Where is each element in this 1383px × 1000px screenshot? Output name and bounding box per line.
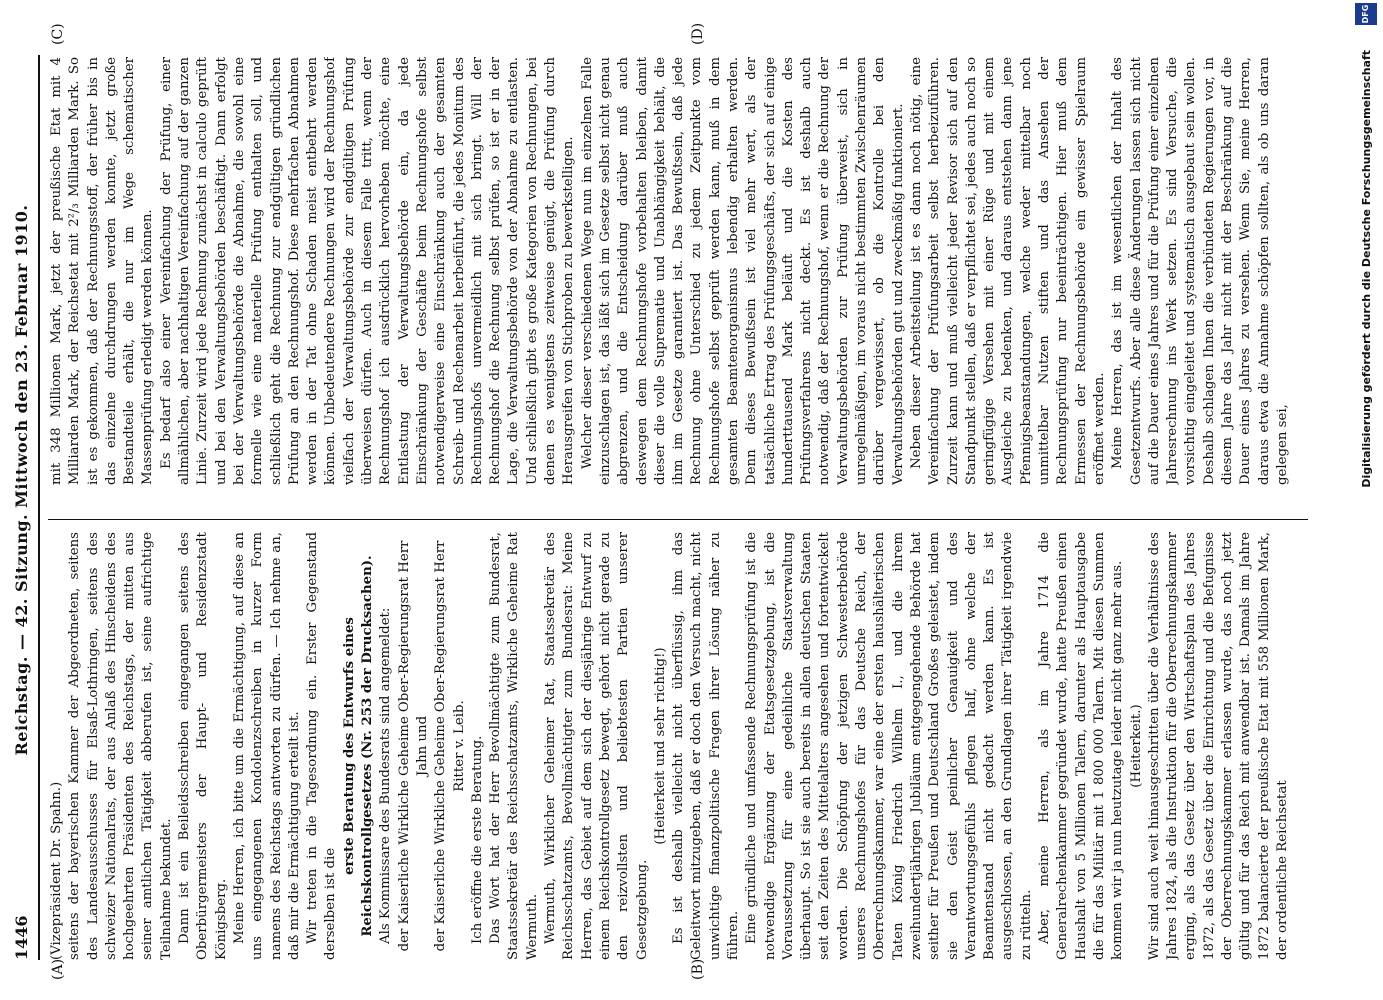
stage-note: (Heiterkeit und sehr richtig!)	[652, 647, 668, 845]
commissioner-entry: der Kaiserliche Wirkliche Geheime Ober-Regierungsrat Herr Ritter v. Leib.	[433, 540, 467, 952]
page-header	[8, 55, 36, 960]
speaker-note: (Vizepräsident Dr. Spahn.)	[49, 781, 64, 960]
paragraph: Das Wort hat der Herr Bevollmächtigte zum Bundesrat, Staatssekretär des Reichsschatzamts, Wirkliche Geheime Rat Wermuth.	[488, 532, 540, 960]
paragraph: Als Kommissare des Bundesrats sind angemeldet:	[378, 607, 394, 944]
paragraph: mit 348 Millionen Mark, jetzt der preußische Etat mit 4 Milliarden Mark, der Reichsetat mit 2²/₃ Milliarden Mark. So ist es gekommen, daß der Rechnungsstoff, der früher bis in das einzelne durchdrungen werden konnte, jetzt große Bestandteile erhält, die nur im Wege schematischer Massenprüfung erledigt werden können.	[49, 57, 156, 485]
paragraph: Meine Herren, ich bitte um die Ermächtigung, auf diese an uns eingegangenen Kondolenzschreiben in kurzer Form namens des Reichstags antworten zu dürfen. — Ich nehme an, daß mir die Ermächtigung erteilt ist.	[231, 532, 302, 960]
paragraph: Welcher dieser verschiedenen Wege nun im einzelnen Falle einzuschlagen ist, das läßt sich im Gesetze selbst nicht genau abgrenzen, und die Entscheidung darüber muß auch deswegen dem Rechnungshofe vorbehalten bleiben, damit dieser die volle Suprematie und Unabhängigkeit behält, die ihm im Gesetze garantiert ist. Das Bewußtsein, daß jede Rechnung ohne Unterschied zu jedem Zeitpunkte vom Rechnungshofe selbst geprüft werden kann, muß in dem gesamten Beamtenorganismus lebendig erhalten werden. Denn dieses Bewußtsein ist viel mehr wert, als der tatsächliche Ertrag des Prüfungsgeschäfts, der sich auf einige hunderttausend Mark beläuft und die Kosten des Prüfungsverfahrens nicht deckt. Es ist deshalb auch notwendig, daß der Rechnungshof, wenn er die Rechnung der Verwaltungsbehörden zur Prüfung überweist, sich in unregelmäßigen, im voraus nicht bestimmten Zwischenräumen darüber vergewissert, ob die Kontrolle bei den Verwaltungsbehörden gut und zweckmäßig funktioniert.	[579, 57, 906, 485]
margin-letter-d: (D)	[690, 22, 706, 45]
digitization-credit: Digitalisierung gefördert durch die Deutsche Forschungsgemeinschaft	[1360, 50, 1373, 488]
paragraph: Meine Herren, das ist im wesentlichen der Inhalt des Gesetzentwurfs. Aber alle diese Änderungen lassen sich nicht auf die Dauer eines Jahres und für die Prüfung einer einzelnen Jahresrechnung ins Werk setzen. Es sind Versuche, die vorsichtig eingeleitet und systematisch ausgebaut sein wollen. Deshalb schlagen Ihnen die verbündeten Regierungen vor, in diesem Jahre das Jahr nicht mit der Beschränkung auf die Dauer eines Jahres zu versehen. Wenn Sie, meine Herren, daraus etwa die Annahme schöpfen sollten, als ob uns daran gelegen sei,	[1110, 57, 1290, 485]
paragraph: Es bedarf also einer Vereinfachung der Prüfung, einer allmählichen, aber nachhaltigen Vereinfachung auf der ganzen Linie. Zurzeit wird jede Rechnung zunächst in calculo geprüft und bei den Verwaltungsbehörden beschäftigt. Dann erfolgt bei der Verwaltungsbehörde die Abnahme, die sowohl eine formelle wie eine materielle Prüfung enthalten soll, und schließlich geht die Rechnung zur endgültigen gründlichen Prüfung an den Rechnungshof. Diese mehrfachen Abnahmen werden in der Tat ohne Schaden meist entbehrt werden können. Unbedeutendere Rechnungen wird der Rechnungshof vielfach der Verwaltungsbehörde zur endgültigen Prüfung überweisen dürfen. Auch in diesem Falle tritt, wenn der Rechnungshof ich ausdrücklich hervorheben möchte, eine Entlastung der Verwaltungsbehörde ein, da jede Einschränkung der Geschäfte beim Rechnungshofe selbst notwendigerweise eine Einschränkung auch der gesamten Schreib- und Rechenarbeit herbeiführt, die jedes Monitum des Rechnungshofs unvermeidlich mit sich bringt. Will der Rechnungshof die Rechnung selbst prüfen, so ist er in der Lage, die Verwaltungsbehörde von der Abnahme zu entlasten. Und schließlich gibt es große Kategorien von Rechnungen, bei denen es wenigstens zeitweise genügt, die Prüfung durch Herausgreifen von Stichproben zu bewerkstelligen.	[158, 57, 577, 485]
speech-paragraph: Wermuth, Wirklicher Geheimer Rat, Staatssekretär des Reichsschatzamts, Bevollmächtigter zum Bundesrat: Meine Herren, das Gebiet auf dem sich der diesjährige Entwurf zu einem Reichskontrollgesetz bewegt, gehört nicht gerade zu den reizvollsten und beliebtesten Partien unserer Gesetzgebung.	[543, 532, 650, 960]
paragraph: Wir sind auch weit hinausgeschritten über die Verhältnisse des Jahres 1824, als die Instruktion für die Oberrechnungskammer erging, als das Gesetz über den Wirtschaftsplan des Jahres 1872, als das Gesetz über die Einrichtung und die Befugnisse der Oberrechnungskammer erlassen wurde, das noch jetzt gültig und für das Reich mit anwendbar ist. Damals im Jahre 1872 balancierte der preußische Etat mit 558 Millionen Mark, der ordentliche Reichsetat	[1146, 532, 1290, 960]
paragraph: Dann ist ein Beileidsschreiben eingegangen seitens des Oberbürgermeisters der Haupt- und Residenzstadt Königsberg.	[177, 532, 229, 960]
right-text-column	[48, 57, 1308, 485]
paragraph: Wir treten in die Tagesordnung ein. Erster Gegenstand derselben ist die	[305, 532, 339, 960]
paragraph: Neben dieser Arbeitsteilung ist es dann noch nötig, eine Vereinfachung der Prüfungsarbeit selbst herbeizuführen. Zurzeit kann und muß vielleicht jeder Revisor sich auf den Standpunkt stellen, daß er verpflichtet sei, jedes auch noch so geringfügige Versehen mit einer Rüge und mit einem Ausgleiche zu bedenken, und daraus entstehen dann jene Pfennigsbeanstandungen, welche weder mittelbar noch unmittelbar Nutzen stiften und das Ansehen der Rechnungsprüfung nur beeinträchtigen. Hier muß dem Ermessen der Rechnungsbehörde ein gewisser Spielraum eröffnet werden.	[908, 57, 1107, 485]
margin-letter-a: (A)	[50, 958, 66, 980]
left-text-column	[48, 532, 1308, 960]
margin-letter-c: (C)	[50, 23, 66, 45]
margin-letter-b: (B)	[690, 958, 706, 980]
header-rule	[38, 55, 40, 960]
paragraph: Ich eröffne die erste Beratung.	[469, 735, 485, 944]
page-number: 1446	[12, 915, 31, 960]
commissioner-entry: der Kaiserliche Wirkliche Geheime Ober-Regierungsrat Herr Jahn und	[396, 540, 430, 952]
paragraph: Es ist deshalb vielleicht nicht überflüssig, ihm das Geleitwort mitzugeben, daß er doch den Versuch macht, nicht unwichtige finanzpolitische Fragen ihrer Lösung näher zu führen.	[671, 532, 741, 960]
column-divider	[48, 519, 1308, 520]
paragraph: seitens der bayerischen Kammer der Abgeordneten, seitens des Landesausschusses für Elsaß-Lothringen, seitens des schweizer Nationalrats, der aus Anlaß des Hinscheidens des hochgeehrten Präsidenten des Reichstags, der mitten aus seiner amtlichen Tätigkeit abberufen ist, seine aufrichtige Teilnahme bekundet.	[67, 532, 174, 960]
dfg-logo: DFG	[1355, 3, 1377, 25]
paragraph: Aber, meine Herren, als im Jahre 1714 die Generalrechenkammer gegründet wurde, hatte Preußen einen Haushalt von 5 Millionen Talern, darunter als Hauptausgabe die für das Militär mit 1 800 000 Talern. Mit diesen Summen kommen wir ja nun heutzutage leider nicht ganz mehr aus.	[1037, 532, 1126, 960]
agenda-item: erste Beratung des Entwurfs eines Reichskontrollgesetzes (Nr. 253 der Drucksachen).	[341, 555, 376, 937]
stage-note: (Heiterkeit.)	[1128, 704, 1144, 788]
page-running-title: Reichstag. — 42. Sitzung. Mittwoch den 23. Februar 1910.	[12, 204, 31, 756]
paragraph: Eine gründliche und umfassende Rechnungsprüfung ist die notwendige Ergänzung der Etatsgesetzgebung, ist die Voraussetzung für eine gedeihliche Staatsverwaltung überhaupt. So ist sie auch bereits in allen deutschen Staaten seit den Zeiten des Mittelalters angesehen und fortentwickelt worden. Die Schöpfung der jetzigen Schwesterbehörde unseres Rechnungshofes für das Deutsche Reich, der Oberrechnungskammer, war eine der ersten haushälterischen Taten König Friedrich Wilhelm I., und die ihrem zweihundertjährigen Jubiläum entgegengehende Behörde hat seither für Preußen und Deutschland Großes geleistet, indem sie den Geist peinlicher Genauigkeit und des Verantwortungsgefühls pflegen half, ohne welche der Beamtenstand nicht gedacht werden kann. Es ist ausgeschlossen, an den Grundlagen ihrer Tätigkeit irgendwie zu rütteln.	[744, 532, 1034, 960]
